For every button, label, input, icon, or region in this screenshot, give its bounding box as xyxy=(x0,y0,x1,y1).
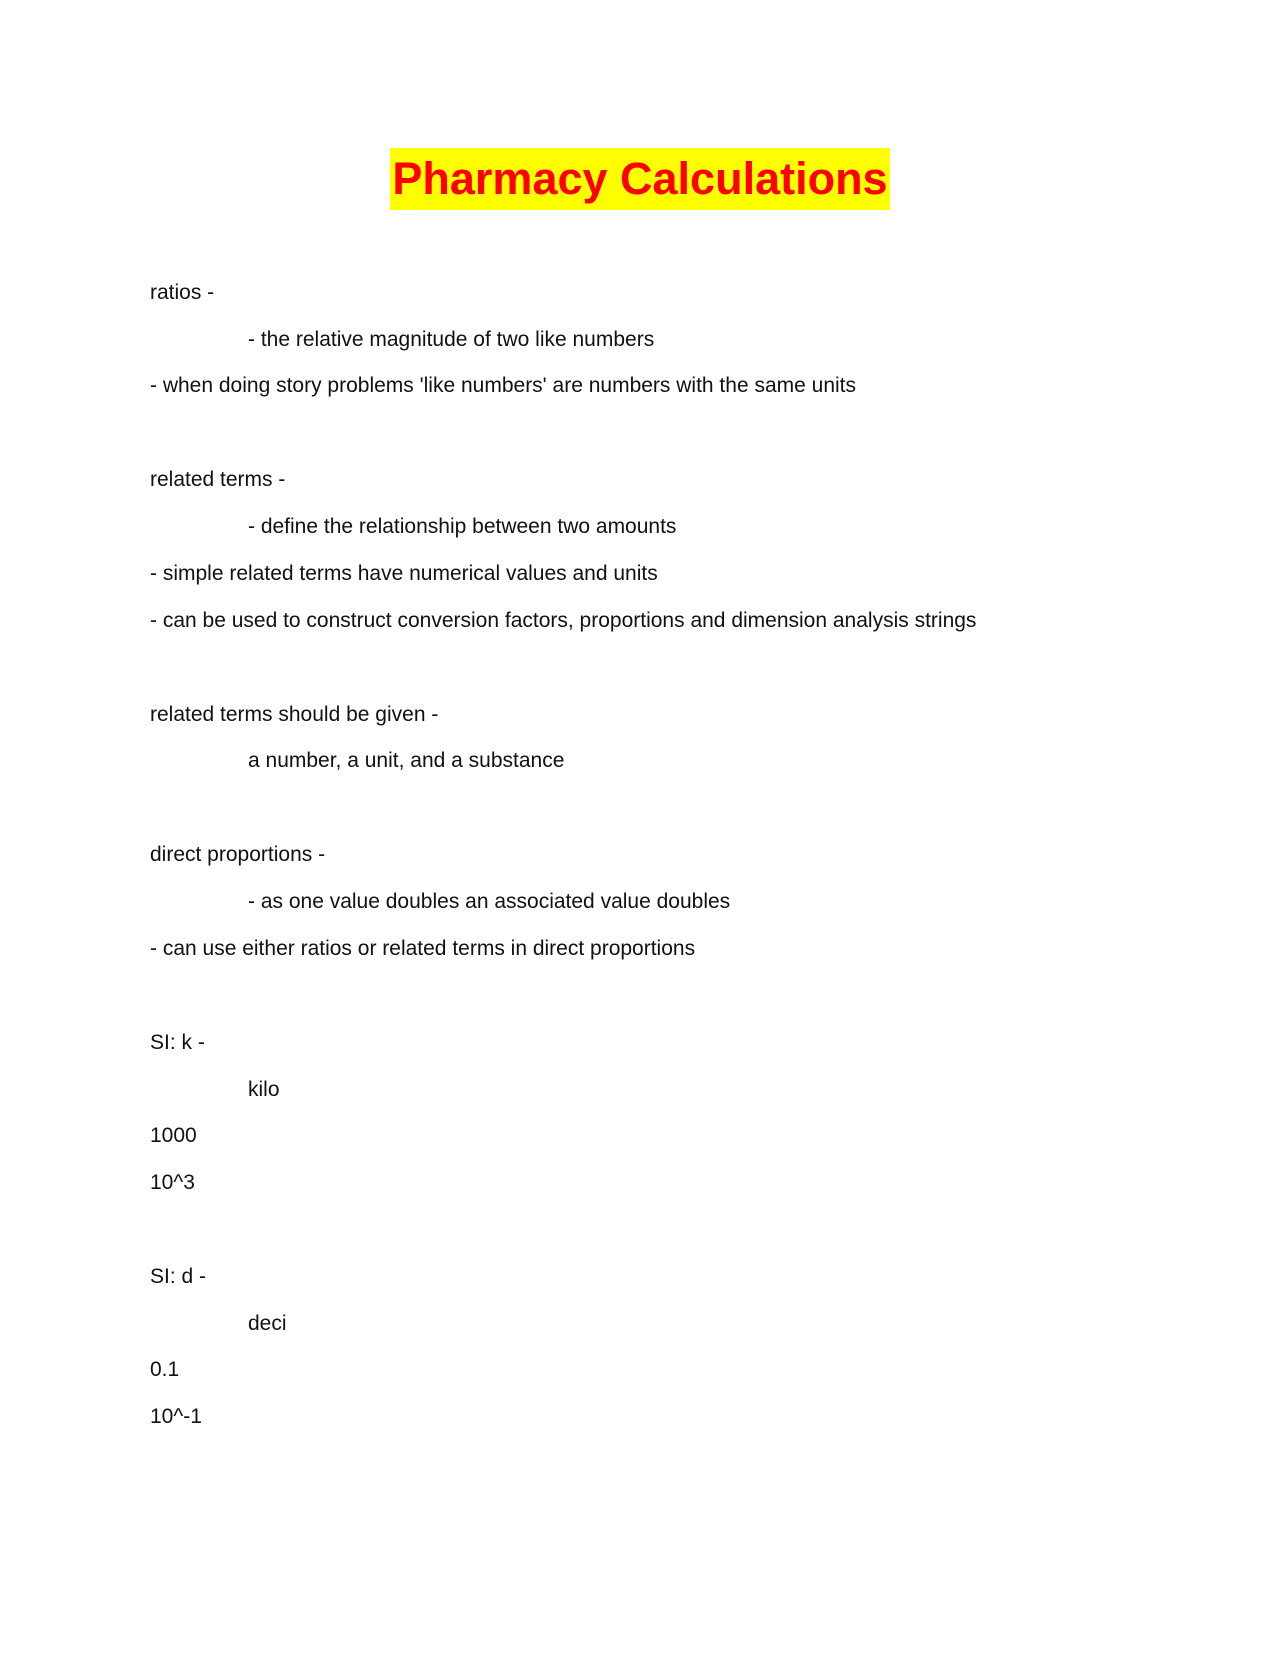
definition-related-terms: - define the relationship between two amounts xyxy=(248,515,677,538)
note-related-terms-2: - can be used to construct conversion factors, proportions and dimension analysis strings xyxy=(150,609,977,632)
definition-direct-proportions: - as one value doubles an associated value doubles xyxy=(248,890,731,913)
term-related-terms: related terms - xyxy=(150,468,286,491)
definition-si-k: kilo xyxy=(248,1078,280,1101)
power-si-d: 10^-1 xyxy=(150,1405,202,1428)
definition-related-terms-given: a number, a unit, and a substance xyxy=(248,749,565,772)
note-direct-proportions: - can use either ratios or related terms in direct proportions xyxy=(150,937,696,960)
term-direct-proportions: direct proportions - xyxy=(150,843,326,866)
note-related-terms-1: - simple related terms have numerical values and units xyxy=(150,562,658,585)
term-si-d: SI: d - xyxy=(150,1265,207,1288)
value-si-k: 1000 xyxy=(150,1124,197,1147)
definition-ratios: - the relative magnitude of two like numbers xyxy=(248,328,655,351)
definition-si-d: deci xyxy=(248,1312,287,1335)
note-ratios: - when doing story problems 'like numbers' are numbers with the same units xyxy=(150,374,857,397)
power-si-k: 10^3 xyxy=(150,1171,195,1194)
term-ratios: ratios - xyxy=(150,281,215,304)
page-title xyxy=(0,148,1280,210)
value-si-d: 0.1 xyxy=(150,1358,180,1381)
term-related-terms-given: related terms should be given - xyxy=(150,703,439,726)
term-si-k: SI: k - xyxy=(150,1031,205,1054)
page-title-text: Pharmacy Calculations xyxy=(390,148,889,210)
